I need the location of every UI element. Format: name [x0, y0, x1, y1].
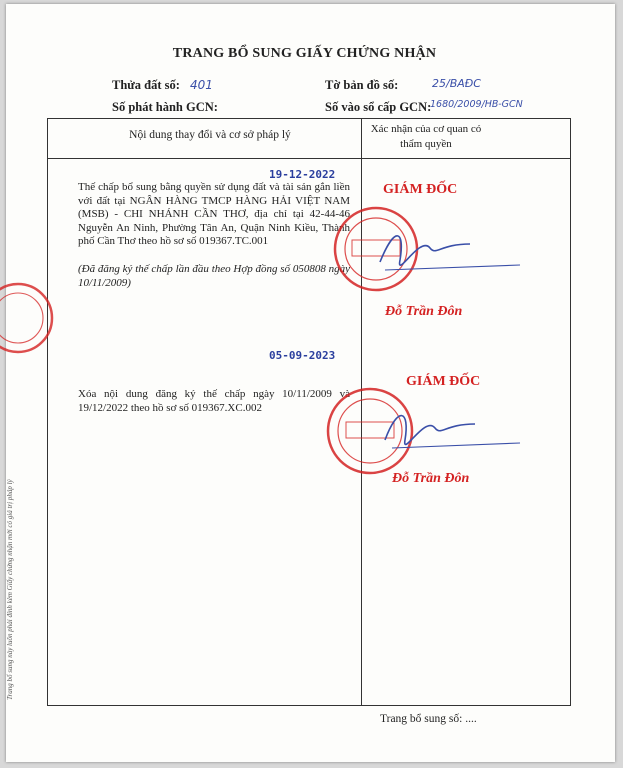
col1-header: Nội dung thay đổi và cơ sở pháp lý [129, 129, 291, 141]
entry1-text: Thế chấp bổ sung bằng quyền sử dụng đất và tài sản gắn liền với đất tại NGÂN HÀNG TMCP HÀNG HẢI VIỆT NAM (MSB) - CHI NHÁNH CẦN THƠ, địa chỉ tại 42-44-46 Nguyễn An Ninh, Phường Tân An, Quận Ninh Kiều, Thành phố Cần Thơ theo hồ sơ số 019367.TC.001 [78, 181, 350, 248]
entry2-date: 05-09-2023 [269, 349, 336, 362]
map-label: Tờ bản đồ số: [325, 78, 399, 92]
col2-header: Xác nhận của cơ quan có thẩm quyền [370, 123, 482, 150]
page-title: TRANG BỔ SUNG GIẤY CHỨNG NHẬN [172, 46, 437, 61]
page-footer: Trang bổ sung số: .... [380, 713, 477, 725]
entry2-text: Xóa nội dung đăng ký thế chấp ngày 10/11/2009 và 19/12/2022 theo hồ sơ số 019367.XC.002 [78, 388, 350, 414]
map-value: 25/BAĐC [432, 77, 481, 90]
register-value: 1680/2009/HB-GCN [430, 99, 523, 110]
entry2-signer: Đỗ Trần Đôn [392, 471, 470, 486]
parcel-value: 401 [190, 78, 213, 92]
parcel-label: Thửa đất số: [112, 78, 180, 92]
entry1-signer: Đỗ Trần Đôn [385, 304, 463, 319]
entry1-date: 19-12-2022 [269, 168, 336, 181]
register-label: Số vào sổ cấp GCN: [325, 100, 432, 114]
entry1-role: GIÁM ĐỐC [383, 182, 458, 197]
entry1-note: (Đã đăng ký thế chấp lần đầu theo Hợp đồng số 050808 ngày 10/11/2009) [78, 263, 350, 289]
side-note: Trang bổ sung này luôn phải đính kèm Giấy chứng nhận mới có giá trị pháp lý [6, 479, 14, 700]
cert-label: Số phát hành GCN: [112, 100, 218, 114]
entry2-role: GIÁM ĐỐC [406, 374, 481, 389]
